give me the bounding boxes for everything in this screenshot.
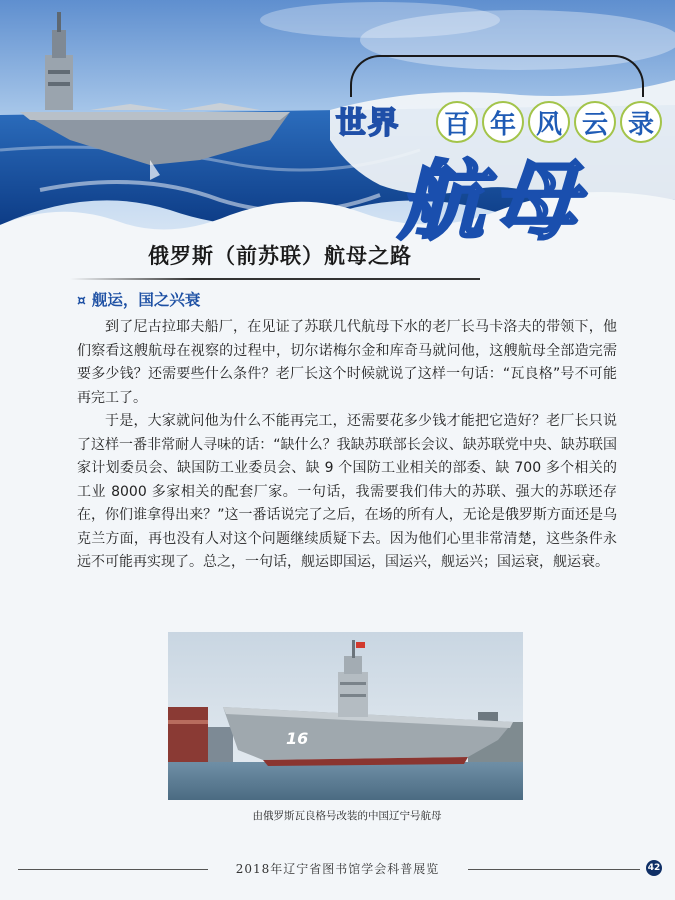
- carrier-photo: [168, 632, 523, 800]
- series-char: 风: [528, 101, 570, 143]
- section-heading: [77, 288, 200, 310]
- page-number: 42: [646, 860, 662, 876]
- paragraph: 到了尼古拉耶夫船厂，在见证了苏联几代航母下水的老厂长马卡洛夫的带领下，他们察看这艘航母在视察的过程中，切尔诺梅尔金和库奇马就问他，这艘航母全部造完需要多少钱？还需要些什么条件？老厂长这个时候就说了这样一句话：“瓦良格”号不可能再完工了。: [77, 319, 617, 406]
- photo-caption: 由俄罗斯瓦良格号改装的中国辽宁号航母: [252, 810, 442, 822]
- page-footer: [0, 860, 675, 880]
- section-mark-icon: ¤: [77, 293, 86, 309]
- series-char: 云: [574, 101, 616, 143]
- series-char: 年: [482, 101, 524, 143]
- series-char: 录: [620, 101, 662, 143]
- footer-rule-left: [18, 869, 208, 870]
- liaoning-carrier-image: [168, 632, 523, 800]
- section-heading-text: 舰运，国之兴衰: [91, 291, 201, 309]
- footer-rule-right: [468, 869, 640, 870]
- header-frame-line: [350, 55, 644, 97]
- article-title: 俄罗斯（前苏联）航母之路: [148, 244, 412, 268]
- article-body: [77, 316, 617, 575]
- hull-number-text: 16: [286, 729, 309, 748]
- title-underline: [70, 278, 480, 280]
- footer-text: 2018年辽宁省图书馆学会科普展览: [235, 862, 440, 876]
- paragraph: 于是，大家就问他为什么不能再完工，还需要花多少钱才能把它造好？老厂长只说了这样一番非常耐人寻味的话：“缺什么？我缺苏联部长会议、缺苏联党中央、缺苏联国家计划委员会、缺国防工业委员会、缺 9 个国防工业相关的部委、缺 700 多个相关的工业 8000 多家相关的配套厂家。一句话，我需要我们伟大的苏联、强大的苏联还存在，你们谁拿得出来？”这一番话说完了之后，在场的所有人，无论是俄罗斯方面还是乌克兰方面，再也没有人对这个问题继续质疑下去。因为他们心里非常清楚，这些条件永远不可能再实现了。总之，一句话，舰运即国运，国运兴，舰运兴；国运衰，舰运衰。: [77, 413, 617, 570]
- header-big-title: 航母: [398, 151, 586, 252]
- series-char: 百: [436, 101, 478, 143]
- header-world-label: 世界: [336, 106, 400, 141]
